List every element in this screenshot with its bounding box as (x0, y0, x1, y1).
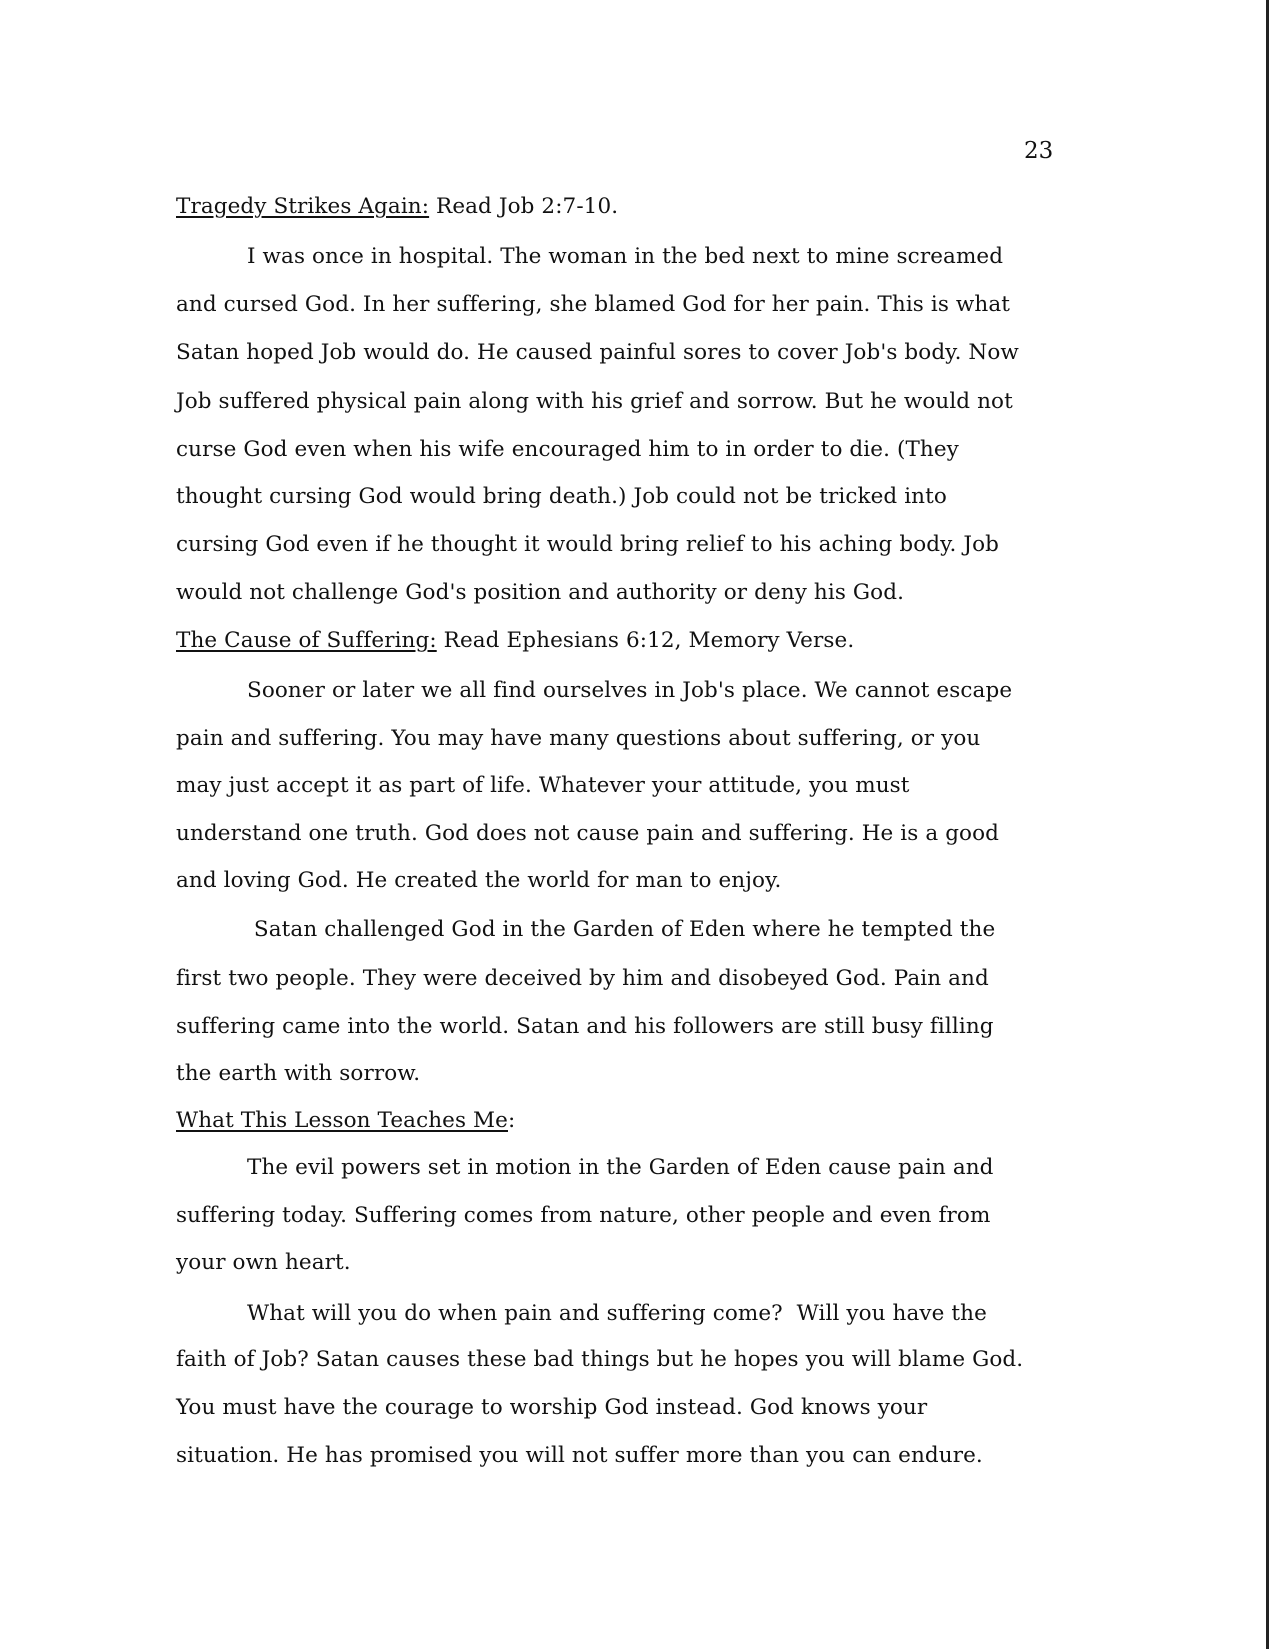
page-number: 23 (1024, 138, 1054, 164)
line-text: What will you do when pain and suffering come? Will you have the (247, 1301, 987, 1326)
paragraph-line (176, 580, 904, 605)
line-text: The evil powers set in motion in the Garden of Eden cause pain and (247, 1155, 994, 1180)
line-text: curse God even when his wife encouraged him to in order to die. (They (176, 437, 959, 462)
paragraph-line (176, 340, 1019, 365)
paragraph-line (247, 917, 995, 942)
paragraph-line (176, 532, 999, 557)
heading-title: Tragedy Strikes Again: (176, 194, 430, 219)
line-text: may just accept it as part of life. Whatever your attitude, you must (176, 773, 910, 798)
paragraph-line (176, 1014, 994, 1039)
paragraph-line (176, 966, 989, 991)
paragraph-line (176, 1395, 927, 1420)
paragraph-line (176, 821, 999, 846)
paragraph-line (176, 1061, 420, 1086)
line-text: and loving God. He created the world for man to enjoy. (176, 868, 782, 893)
line-text: Job suffered physical pain along with his grief and sorrow. But he would not (176, 389, 1013, 414)
line-text: suffering today. Suffering comes from nature, other people and even from (176, 1203, 991, 1228)
line-text: Read Job 2:7-10. (429, 194, 619, 219)
line-text: understand one truth. God does not cause pain and suffering. He is a good (176, 821, 1000, 846)
paragraph-line (176, 292, 1010, 317)
heading-title: What This Lesson Teaches Me (176, 1108, 508, 1133)
line-text: situation. He has promised you will not suffer more than you can endure. (176, 1443, 983, 1468)
line-text: suffering came into the world. Satan and his followers are still busy filling (176, 1014, 994, 1039)
paragraph-line (176, 437, 959, 462)
paragraph-line (247, 1155, 994, 1180)
line-text: Satan hoped Job would do. He caused painful sores to cover Job's body. Now (176, 340, 1019, 365)
line-text: I was once in hospital. The woman in the bed next to mine screamed (247, 244, 1004, 269)
line-text: Sooner or later we all find ourselves in Job's place. We cannot escape (247, 678, 1013, 703)
line-text: : (508, 1108, 516, 1133)
line-text: pain and suffering. You may have many questions about suffering, or you (176, 726, 981, 751)
paragraph-line (176, 773, 910, 798)
scan-edge-line (1266, 0, 1269, 1649)
line-text: You must have the courage to worship God instead. God knows your (176, 1395, 928, 1420)
line-text: faith of Job? Satan causes these bad things but he hopes you will blame God. (176, 1347, 1024, 1372)
line-text: would not challenge God's position and authority or deny his God. (176, 580, 905, 605)
paragraph-line (176, 726, 980, 751)
paragraph-line (176, 1347, 1023, 1372)
section-heading (176, 628, 854, 653)
section-heading (176, 194, 618, 219)
section-heading (176, 1108, 515, 1133)
line-text: Satan challenged God in the Garden of Eden where he tempted the (247, 917, 996, 942)
line-text: the earth with sorrow. (176, 1061, 421, 1086)
paragraph-line (176, 1250, 351, 1275)
line-text: Read Ephesians 6:12, Memory Verse. (436, 628, 855, 653)
heading-title: The Cause of Suffering: (176, 628, 437, 653)
line-text: first two people. They were deceived by him and disobeyed God. Pain and (176, 966, 989, 991)
paragraph-line (176, 868, 781, 893)
line-text: and cursed God. In her suffering, she blamed God for her pain. This is what (176, 292, 1011, 317)
paragraph-line (176, 1443, 983, 1468)
paragraph-line (176, 1203, 990, 1228)
paragraph-line (247, 244, 1003, 269)
line-text: your own heart. (176, 1250, 351, 1275)
line-text: thought cursing God would bring death.) Job could not be tricked into (176, 484, 947, 509)
paragraph-line (247, 678, 1012, 703)
paragraph-line (176, 389, 1013, 414)
paragraph-line (176, 484, 947, 509)
line-text: cursing God even if he thought it would bring relief to his aching body. Job (176, 532, 999, 557)
paragraph-line (247, 1301, 987, 1326)
